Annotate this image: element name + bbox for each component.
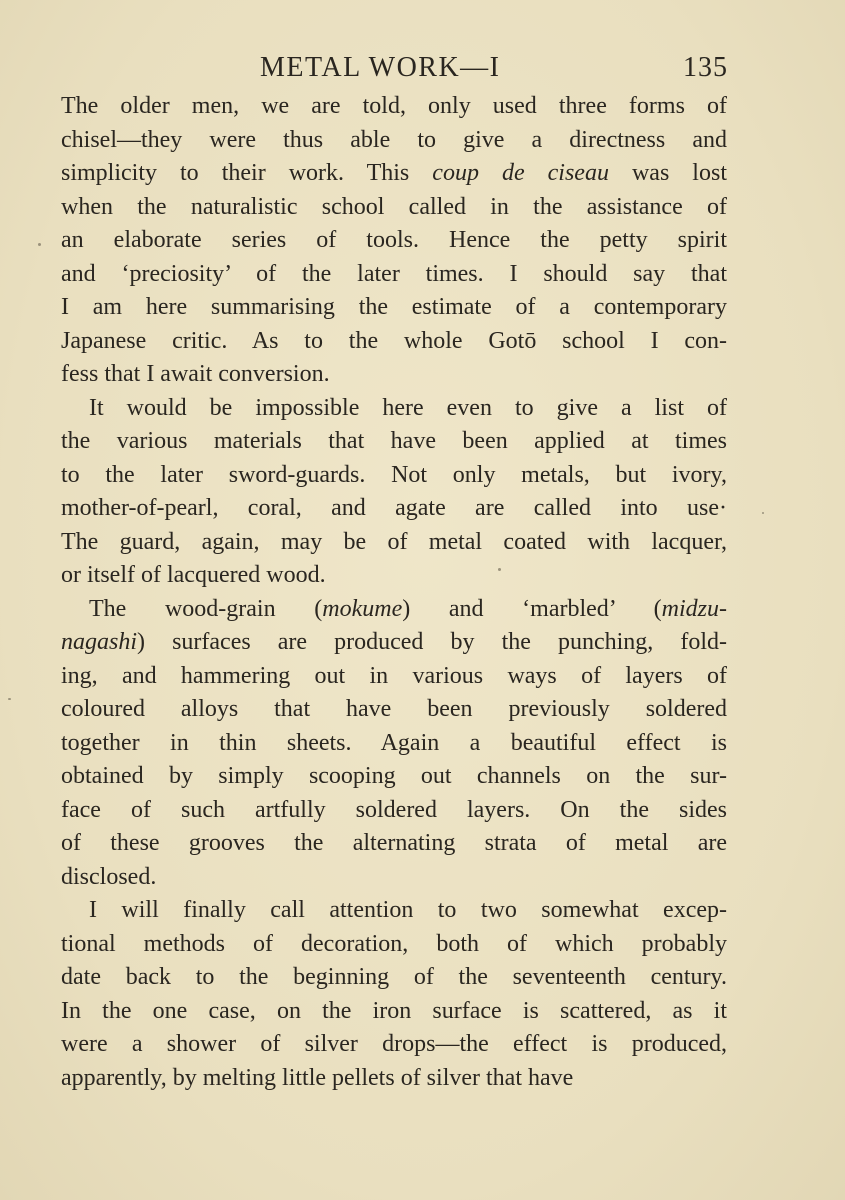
text-run: ) surfaces are produced by the punching, fold- xyxy=(137,629,727,655)
text-line xyxy=(61,559,727,593)
italic-term: mokume xyxy=(322,595,403,622)
paragraph xyxy=(61,392,727,593)
text-line xyxy=(61,224,727,258)
text-line xyxy=(61,693,727,727)
text-line xyxy=(61,995,727,1029)
text-run: when the naturalistic school called in the assistance of xyxy=(61,193,727,220)
text-run: together in thin sheets. Again a beautiful effect is xyxy=(61,729,727,756)
text-run: fess that I await conversion. xyxy=(61,361,330,387)
text-line xyxy=(61,392,727,426)
text-line xyxy=(61,626,727,660)
paper-speck xyxy=(8,698,11,700)
text-run: In the one case, on the iron surface is scattered, as it xyxy=(61,997,727,1024)
text-run: simplicity to their work. This xyxy=(61,160,433,186)
text-run: chisel—they were thus able to give a directness and xyxy=(61,126,727,153)
paper-speck xyxy=(498,568,501,571)
paragraph xyxy=(61,593,727,895)
text-line xyxy=(61,961,727,995)
text-line xyxy=(61,794,727,828)
text-run: was lost xyxy=(608,160,727,186)
text-line xyxy=(61,861,727,895)
text-run: ) and ‘marbled’ ( xyxy=(402,595,662,622)
text-run: obtained by simply scooping out channels on the sur- xyxy=(61,763,727,789)
text-line xyxy=(61,593,727,627)
text-line xyxy=(61,928,727,962)
text-run: were a shower of silver drops—the effect is produced, xyxy=(61,1031,727,1057)
text-run: tional methods of decoration, both of which probably xyxy=(61,930,727,957)
paragraph xyxy=(61,90,727,392)
text-run: The older men, we are told, only used three forms of xyxy=(61,93,727,119)
text-run: date back to the beginning of the seventeenth century. xyxy=(61,964,727,990)
text-line xyxy=(61,827,727,861)
text-line xyxy=(61,760,727,794)
text-line xyxy=(61,358,727,392)
text-line xyxy=(61,425,727,459)
paper-speck xyxy=(38,243,41,246)
text-line xyxy=(61,459,727,493)
text-run: and ‘preciosity’ of the later times. I should say that xyxy=(61,260,727,287)
text-line xyxy=(61,526,727,560)
italic-term: nagashi xyxy=(61,629,138,655)
text-line xyxy=(61,124,727,158)
text-run: an elaborate series of tools. Hence the petty spirit xyxy=(61,227,727,253)
text-run: I am here summarising the estimate of a contemporary xyxy=(61,294,727,320)
text-run: coloured alloys that have been previously soldered xyxy=(61,696,727,722)
running-title: METAL WORK—I xyxy=(260,52,501,83)
text-line xyxy=(61,894,727,928)
text-run: of these grooves the alternating strata of metal are xyxy=(61,830,727,856)
text-run: It would be impossible here even to give a list of xyxy=(89,394,727,421)
text-run: apparently, by melting little pellets of silver that have xyxy=(61,1064,574,1091)
page-number: 135 xyxy=(683,52,728,83)
text-line xyxy=(61,191,727,225)
text-run: disclosed. xyxy=(61,863,157,890)
text-line xyxy=(61,660,727,694)
body-text xyxy=(61,90,727,1095)
italic-term: midzu- xyxy=(661,595,727,622)
text-run: mother-of-pearl, coral, and agate are called into use· xyxy=(61,495,727,521)
text-run: to the later sword-guards. Not only metals, but ivory, xyxy=(61,461,727,488)
text-line xyxy=(61,291,727,325)
text-run: face of such artfully soldered layers. On the sides xyxy=(61,796,727,823)
text-line xyxy=(61,157,727,191)
text-line xyxy=(61,90,727,124)
paragraph xyxy=(61,894,727,1095)
text-run: The guard, again, may be of metal coated with lacquer, xyxy=(61,528,727,555)
text-run: Japanese critic. As to the whole Gotō school I con- xyxy=(61,327,727,354)
text-run: I will finally call attention to two somewhat excep- xyxy=(89,897,727,923)
paper-speck xyxy=(762,512,764,514)
text-line xyxy=(61,492,727,526)
text-line xyxy=(61,258,727,292)
text-line xyxy=(61,1062,727,1096)
page-header xyxy=(60,50,728,90)
text-line xyxy=(61,727,727,761)
text-line xyxy=(61,1028,727,1062)
text-run: the various materials that have been applied at times xyxy=(61,428,727,454)
italic-term: coup de ciseau xyxy=(432,160,609,186)
text-run: The wood-grain ( xyxy=(89,595,323,622)
text-run: or itself of lacquered wood. xyxy=(61,562,326,588)
text-run: ing, and hammering out in various ways of layers of xyxy=(61,662,727,689)
text-line xyxy=(61,325,727,359)
